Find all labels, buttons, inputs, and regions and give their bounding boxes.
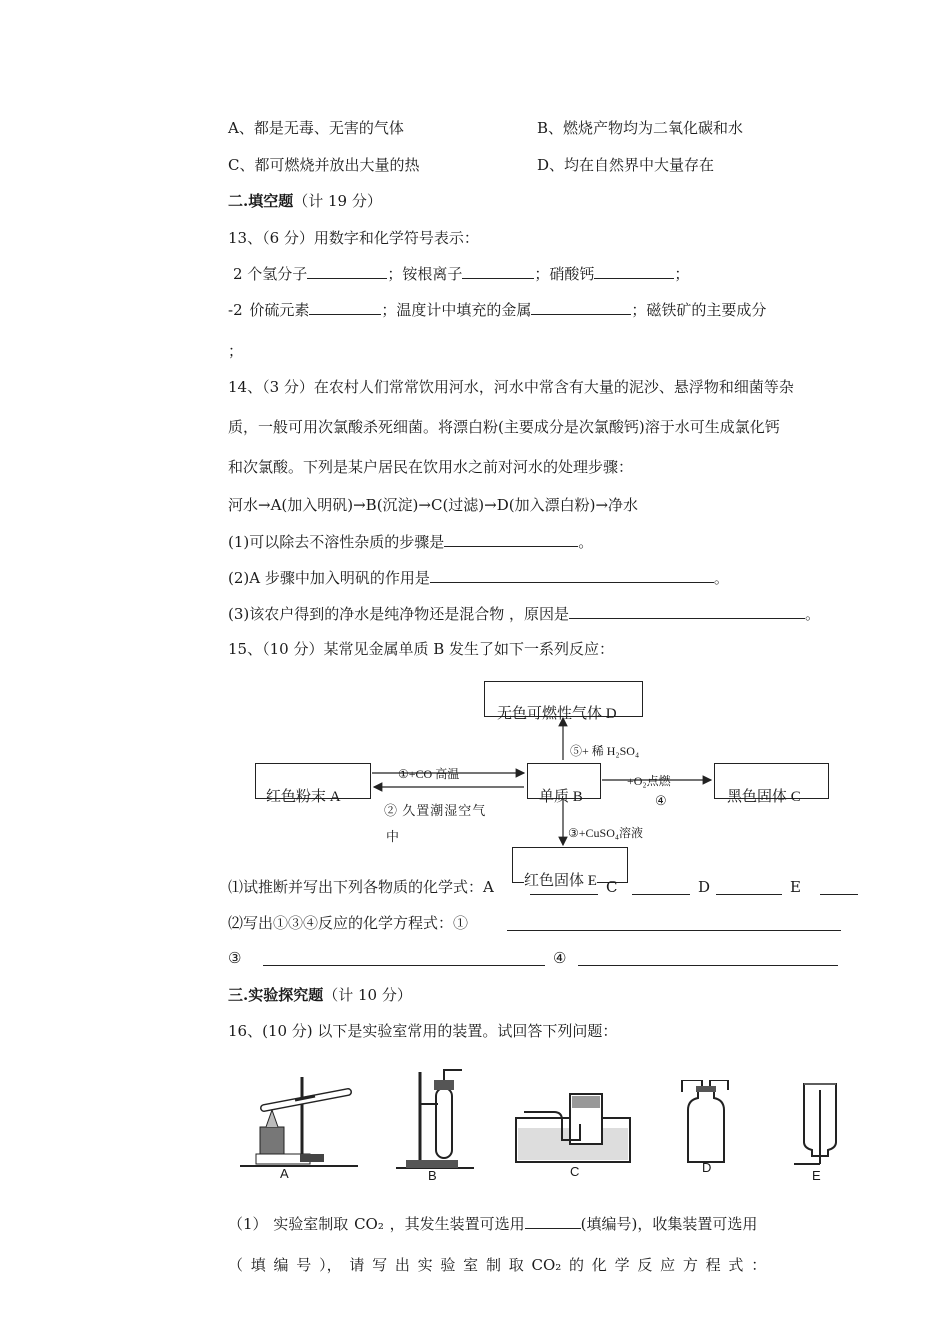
q15-sub-2 — [228, 914, 468, 932]
q15-label-e: E — [790, 878, 801, 896]
apparatus-d-label: D — [702, 1160, 712, 1175]
arrow-4-number: ④ — [655, 793, 667, 808]
q14-sub-3-end: 。 — [805, 605, 821, 623]
q13-item-ammonium: ；铵根离子 — [387, 265, 463, 283]
box-element-b-label: 单质 B — [539, 789, 583, 805]
q15-label-d: D — [698, 878, 711, 896]
q15-stem: 15、（10 分）某常见金属单质 B 发生了如下一系列反应： — [228, 640, 615, 658]
q13-line3: ； — [228, 342, 244, 360]
q14-sub-1-end: 。 — [578, 533, 594, 551]
arrow-3-label: ③+CuSO₄溶液 — [568, 826, 644, 840]
apparatus-e-label: E — [812, 1168, 821, 1183]
q14-paragraph-2: 质，一般可用次氯酸杀死细菌。将漂白粉(主要成分是次氯酸钙)溶于水可生成氯化钙 — [228, 418, 780, 436]
option-a: A、都是无毒、无害的气体 — [228, 119, 404, 137]
q15-sub-1-text: ⑴试推断并写出下列各物质的化学式：A — [228, 878, 494, 896]
q14-paragraph-3: 和次氯酸。下列是某户居民在饮用水之前对河水的处理步骤： — [228, 458, 634, 476]
box-gas-d-label: 无色可燃性气体 D — [497, 706, 617, 722]
q14-paragraph-1: 14、（3 分）在农村人们常常饮用河水，河水中常含有大量的泥沙、悬浮物和细菌等杂 — [228, 378, 794, 396]
q16-part-2: （ 填 编 号 ）， 请 写 出 实 验 室 制 取 CO₂ 的 化 学 反 应 方 程 式 ： — [228, 1256, 767, 1274]
arrow-5-label: ⑤+ 稀 H₂SO₄ — [570, 744, 640, 758]
apparatus-b-test-tube — [396, 1068, 476, 1174]
q13-item-magnetite: ；磁铁矿的主要成分 — [631, 301, 767, 319]
q15-eq3-label: ③ — [228, 949, 242, 967]
q15-sub-1 — [228, 878, 494, 896]
q15-blank-a[interactable] — [530, 880, 598, 895]
apparatus-e-inverted-jar — [790, 1080, 850, 1170]
q13-item-sulfur: -2 价硫元素 — [228, 301, 310, 319]
option-d: D、均在自然界中大量存在 — [537, 156, 715, 174]
q16-part-1-text-cont: (填编号)，收集装置可选用 — [580, 1215, 758, 1233]
q15-eq4-label: ④ — [553, 949, 567, 967]
q16-blank-generator[interactable] — [525, 1214, 581, 1229]
q13-sep: ； — [674, 265, 690, 283]
section-2-score: （计 19 分） — [293, 192, 382, 210]
q13-stem: 13、（6 分）用数字和化学符号表示： — [228, 229, 479, 247]
option-c: C、都可燃烧并放出大量的热 — [228, 156, 420, 174]
apparatus-c-water-trough — [514, 1088, 634, 1168]
section-3-title: 三.实验探究题 — [228, 986, 324, 1004]
apparatus-c-label: C — [570, 1164, 580, 1179]
q14-process: 河水→A(加入明矾)→B(沉淀)→C(过滤)→D(加入漂白粉)→净水 — [228, 496, 639, 514]
q13-item-metal: ；温度计中填充的金属 — [381, 301, 532, 319]
q15-sub-2-text: ⑵写出①③④反应的化学方程式：① — [228, 914, 469, 932]
apparatus-b-label: B — [428, 1168, 437, 1183]
box-powder-a-label: 红色粉末 A — [266, 789, 341, 805]
section-3-score: （计 10 分） — [323, 986, 412, 1004]
arrow-1-label: ①+CO 高温 — [398, 767, 460, 781]
arrow-4-label: +O₂点燃 — [627, 774, 671, 788]
q15-blank-e[interactable] — [820, 880, 858, 895]
section-2-title: 二.填空题 — [228, 192, 294, 210]
q14-sub-2-text: (2)A 步骤中加入明矾的作用是 — [228, 569, 430, 587]
q15-blank-d[interactable] — [716, 880, 782, 895]
q14-sub-2-end: 。 — [713, 569, 729, 587]
q16-part-1 — [228, 1214, 757, 1233]
apparatus-a-label: A — [280, 1166, 289, 1181]
q16-stem: 16、(10 分) 以下是实验室常用的装置。试回答下列问题： — [228, 1022, 618, 1040]
apparatus-d-gas-bottle — [676, 1080, 736, 1166]
box-solid-e-label: 红色固体 E — [524, 869, 597, 890]
q15-blank-c[interactable] — [632, 880, 690, 895]
q16-part-1-text: （1） 实验室制取 CO₂ ，其发生装置可选用 — [228, 1215, 525, 1233]
section-3-heading — [228, 986, 412, 1004]
arrow-2-label-cont: 中 — [386, 829, 400, 844]
arrow-2-label: ② 久置潮湿空气 — [384, 803, 487, 818]
q14-sub-1-text: (1)可以除去不溶性杂质的步骤是 — [228, 533, 445, 551]
q14-sub-3-text: (3)该农户得到的净水是纯净物还是混合物 ，原因是 — [228, 605, 570, 623]
q13-item-calcium-nitrate: ；硝酸钙 — [534, 265, 595, 283]
apparatus-a-heating-tube — [240, 1072, 360, 1172]
box-solid-c-label: 黑色固体 C — [727, 789, 801, 805]
q13-item-hydrogen: 2 个氢分子 — [233, 265, 308, 283]
q15-blank-eq-4[interactable] — [578, 951, 838, 966]
q15-blank-eq-3[interactable] — [263, 951, 545, 966]
q15-blank-eq-1[interactable] — [507, 916, 841, 931]
option-b: B、燃烧产物均为二氧化碳和水 — [537, 119, 744, 137]
q15-label-c: C — [606, 878, 618, 896]
